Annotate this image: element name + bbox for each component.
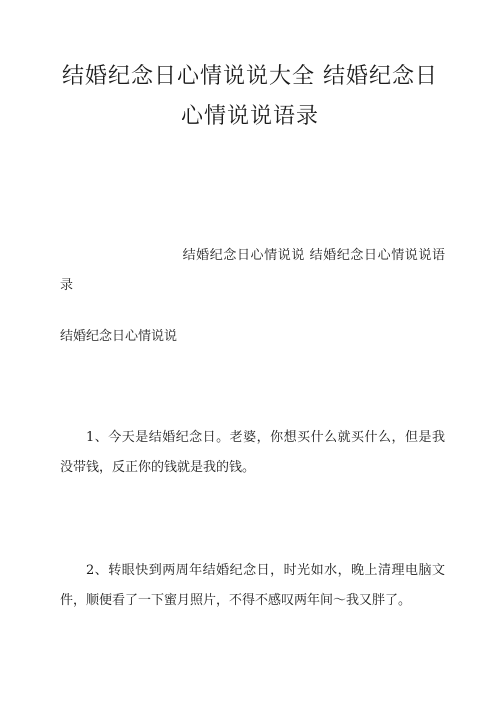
subtitle-text: 结婚纪念日心情说说 结婚纪念日心情说说语录 (60, 248, 445, 293)
document-subtitle (60, 241, 445, 301)
paragraph-2: 2、转眼快到两周年结婚纪念日，时光如水，晚上清理电脑文件，顺便看了一下蜜月照片，不得不感叹两年间～我又胖了。 (60, 563, 445, 608)
document-title-line-2: 心情说说语录 (180, 104, 319, 129)
section-heading: 结婚纪念日心情说说 (60, 329, 178, 344)
document-title-line-1: 结婚纪念日心情说说大全 结婚纪念日 (62, 64, 438, 89)
paragraph-1: 1、今天是结婚纪念日。老婆，你想买什么就买什么，但是我没带钱，反正你的钱就是我的钱。 (60, 430, 445, 475)
